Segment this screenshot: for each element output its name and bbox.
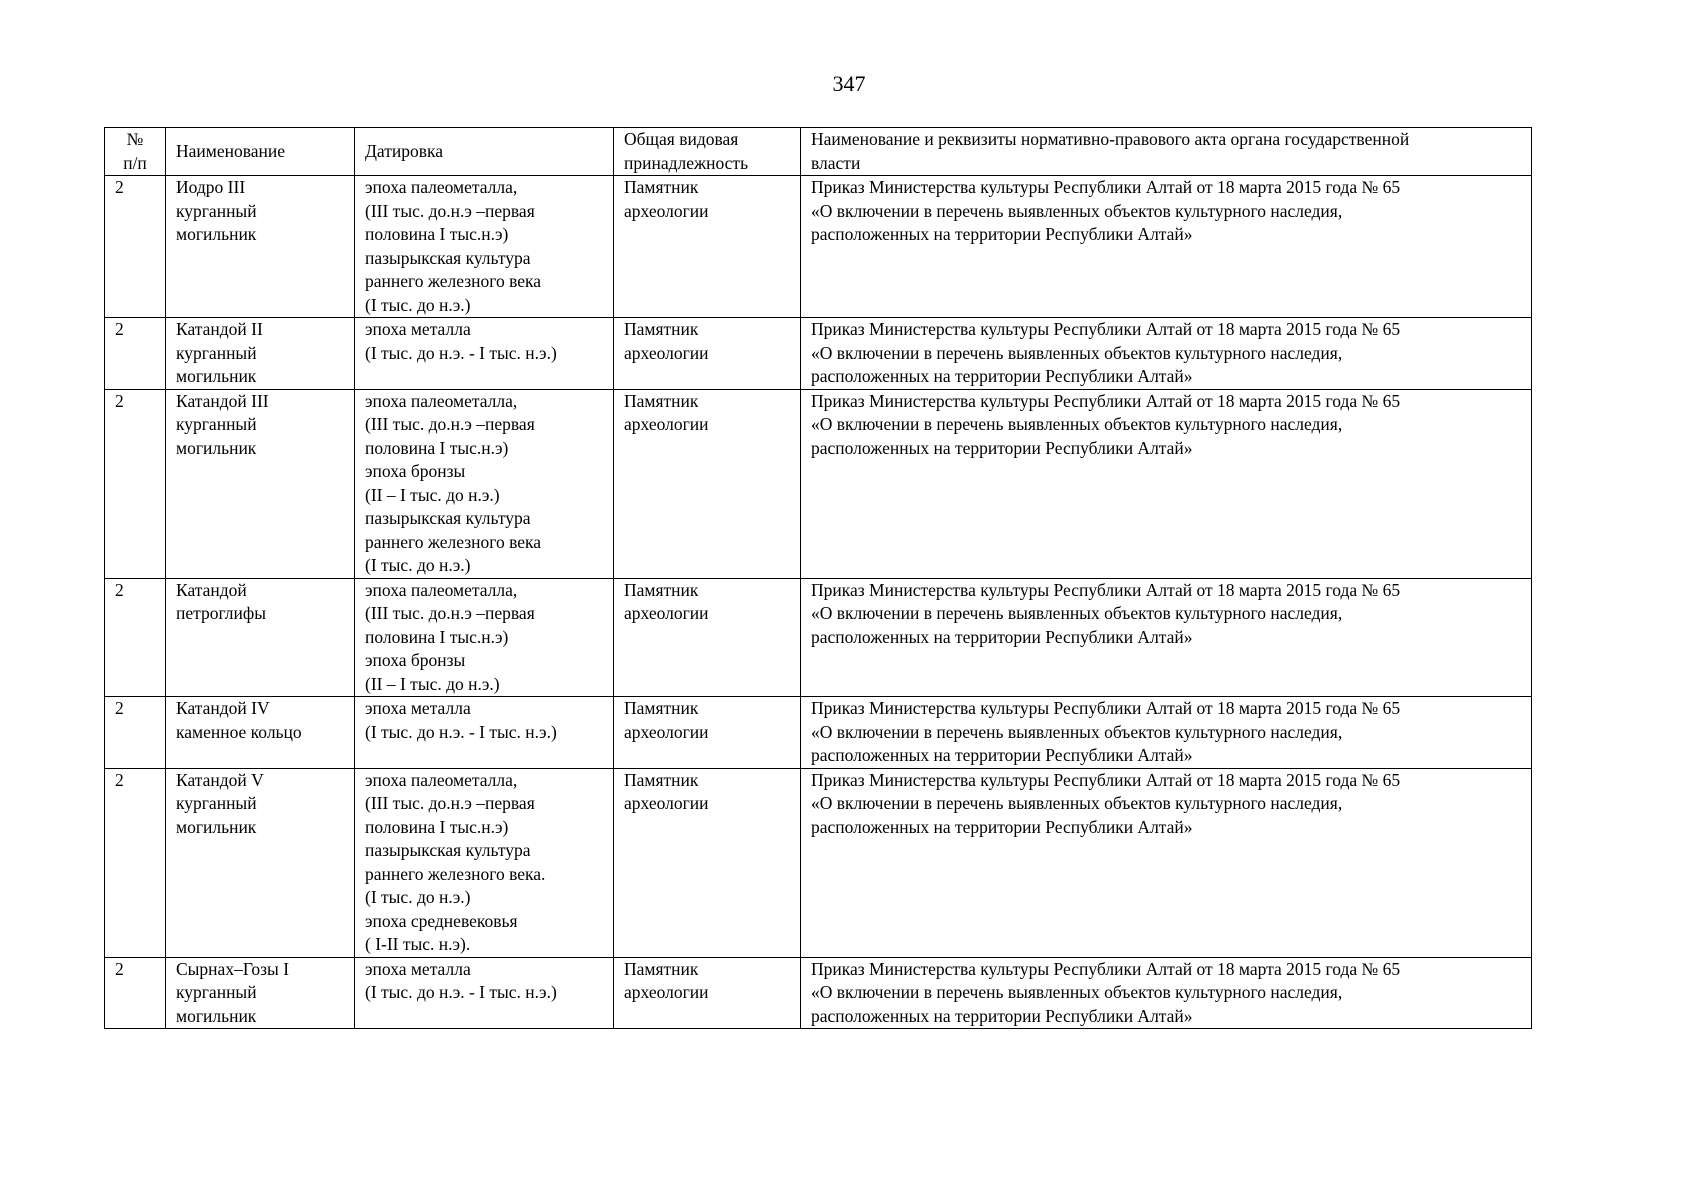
cell-name: Катандой V курганный могильник [166,768,355,957]
cell-legal-act: Приказ Министерства культуры Республики Алтай от 18 марта 2015 года № 65 «О включении в перечень выявленных объектов культурного наследия, расположенных на территории Республики Алтай» [801,176,1532,318]
cell-name: Катандой II курганный могильник [166,318,355,390]
cell-dating: эпоха металла (I тыс. до н.э. - I тыс. н.э.) [355,697,614,769]
cell-legal-act: Приказ Министерства культуры Республики Алтай от 18 марта 2015 года № 65 «О включении в перечень выявленных объектов культурного наследия, расположенных на территории Республики Алтай» [801,768,1532,957]
cell-dating: эпоха палеометалла, (III тыс. до.н.э –первая половина I тыс.н.э) пазырыкская культура раннего железного века (I тыс. до н.э.) [355,176,614,318]
cell-number: 2 [105,176,166,318]
cell-name: Катандой III курганный могильник [166,389,355,578]
header-dating: Датировка [355,128,614,176]
cell-dating: эпоха палеометалла, (III тыс. до.н.э –первая половина I тыс.н.э) пазырыкская культура раннего железного века. (I тыс. до н.э.) эпоха средневековья ( I-II тыс. н.э). [355,768,614,957]
table-row [105,697,1532,769]
cell-legal-act: Приказ Министерства культуры Республики Алтай от 18 марта 2015 года № 65 «О включении в перечень выявленных объектов культурного наследия, расположенных на территории Республики Алтай» [801,957,1532,1029]
cell-dating: эпоха металла (I тыс. до н.э. - I тыс. н.э.) [355,957,614,1029]
table-row [105,389,1532,578]
cell-dating: эпоха металла (I тыс. до н.э. - I тыс. н.э.) [355,318,614,390]
cell-type: Памятник археологии [614,957,801,1029]
cell-name: Иодро III курганный могильник [166,176,355,318]
page-number: 347 [832,71,866,96]
table-row [105,957,1532,1029]
cell-type: Памятник археологии [614,318,801,390]
cell-number: 2 [105,389,166,578]
header-legal-act: Наименование и реквизиты нормативно-правового акта органа государственной власти [801,128,1532,176]
cell-number: 2 [105,957,166,1029]
cell-number: 2 [105,578,166,697]
cell-type: Памятник археологии [614,697,801,769]
cell-dating: эпоха палеометалла, (III тыс. до.н.э –первая половина I тыс.н.э) эпоха бронзы (II – I тыс. до н.э.) [355,578,614,697]
cell-type: Памятник археологии [614,389,801,578]
cell-type: Памятник археологии [614,578,801,697]
cell-legal-act: Приказ Министерства культуры Республики Алтай от 18 марта 2015 года № 65 «О включении в перечень выявленных объектов культурного наследия, расположенных на территории Республики Алтай» [801,697,1532,769]
cell-number: 2 [105,697,166,769]
cell-type: Памятник археологии [614,176,801,318]
cell-name: Катандой IV каменное кольцо [166,697,355,769]
header-type: Общая видовая принадлежность [614,128,801,176]
table-header-row [105,128,1532,176]
table-row [105,176,1532,318]
header-name: Наименование [166,128,355,176]
header-number: № п/п [105,128,166,176]
cell-type: Памятник археологии [614,768,801,957]
cell-number: 2 [105,768,166,957]
cell-name: Сырнах–Гозы I курганный могильник [166,957,355,1029]
heritage-objects-table [104,127,1532,1029]
table-row [105,318,1532,390]
cell-legal-act: Приказ Министерства культуры Республики Алтай от 18 марта 2015 года № 65 «О включении в перечень выявленных объектов культурного наследия, расположенных на территории Республики Алтай» [801,389,1532,578]
cell-number: 2 [105,318,166,390]
cell-legal-act: Приказ Министерства культуры Республики Алтай от 18 марта 2015 года № 65 «О включении в перечень выявленных объектов культурного наследия, расположенных на территории Республики Алтай» [801,318,1532,390]
cell-dating: эпоха палеометалла, (III тыс. до.н.э –первая половина I тыс.н.э) эпоха бронзы (II – I тыс. до н.э.) пазырыкская культура раннего железного века (I тыс. до н.э.) [355,389,614,578]
cell-name: Катандой петроглифы [166,578,355,697]
table-row [105,768,1532,957]
cell-legal-act: Приказ Министерства культуры Республики Алтай от 18 марта 2015 года № 65 «О включении в перечень выявленных объектов культурного наследия, расположенных на территории Республики Алтай» [801,578,1532,697]
table-row [105,578,1532,697]
